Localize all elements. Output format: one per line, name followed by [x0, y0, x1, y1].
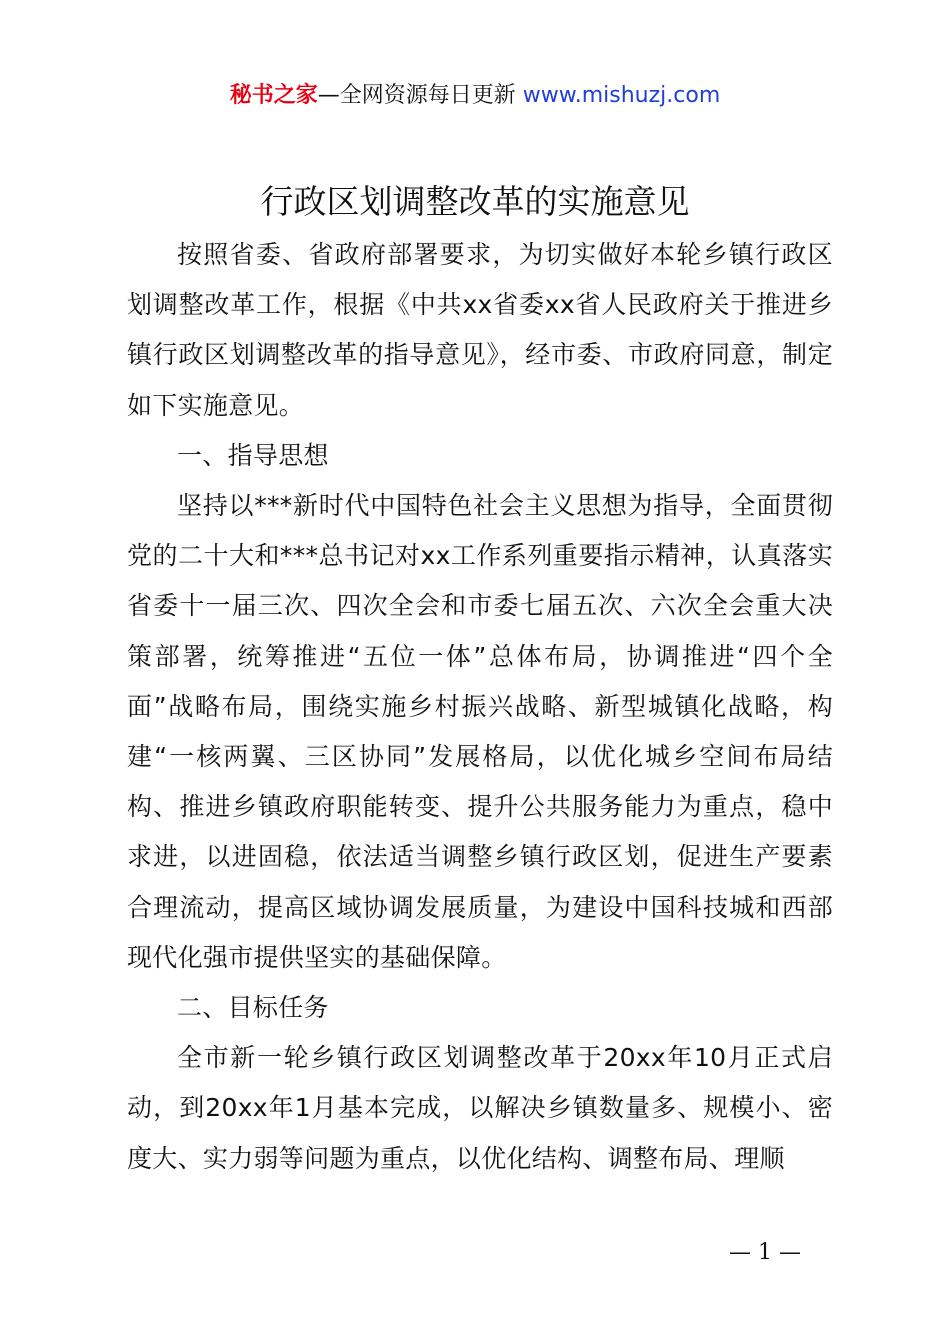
- document-title: 行政区划调整改革的实施意见: [260, 182, 690, 221]
- document-body: [127, 230, 833, 1184]
- guiding-ideology-paragraph: 坚持以***新时代中国特色社会主义思想为指导，全面贯彻党的二十大和***总书记对xx工作系列重要指示精神，认真落实省委十一届三次、四次全会和市委七届五次、六次全会重大决策部署，统筹推进“五位一体”总体布局，协调推进“四个全面”战略布局，围绕实施乡村振兴战略、新型城镇化战略，构建“一核两翼、三区协同”发展格局，以优化城乡空间布局结构、推进乡镇政府职能转变、提升公共服务能力为重点，稳中求进，以进固稳，依法适当调整乡镇行政区划，促进生产要素合理流动，提高区域协调发展质量，为建设中国科技城和西部现代化强市提供坚实的基础保障。: [127, 491, 833, 972]
- site-header-banner: [0, 80, 950, 112]
- section-heading-guiding-ideology: 一、指导思想: [177, 440, 329, 470]
- section-heading-goals-tasks: 二、目标任务: [177, 993, 329, 1023]
- intro-paragraph: 按照省委、省政府部署要求，为切实做好本轮乡镇行政区划调整改革工作，根据《中共xx省委xx省人民政府关于推进乡镇行政区划调整改革的指导意见》，经市委、市政府同意，制定如下实施意见。: [127, 240, 833, 420]
- site-brand-name: 秘书之家: [229, 83, 318, 108]
- page-number: — 1 —: [729, 1240, 801, 1265]
- goals-tasks-paragraph: 全市新一轮乡镇行政区划调整改革于20xx年10月正式启动，到20xx年1月基本完成，以解决乡镇数量多、规模小、密度大、实力弱等问题为重点，以优化结构、调整布局、理顺: [127, 1043, 833, 1173]
- site-tagline: —全网资源每日更新: [317, 83, 523, 108]
- site-url-link[interactable]: www.mishuzj.com: [522, 83, 721, 108]
